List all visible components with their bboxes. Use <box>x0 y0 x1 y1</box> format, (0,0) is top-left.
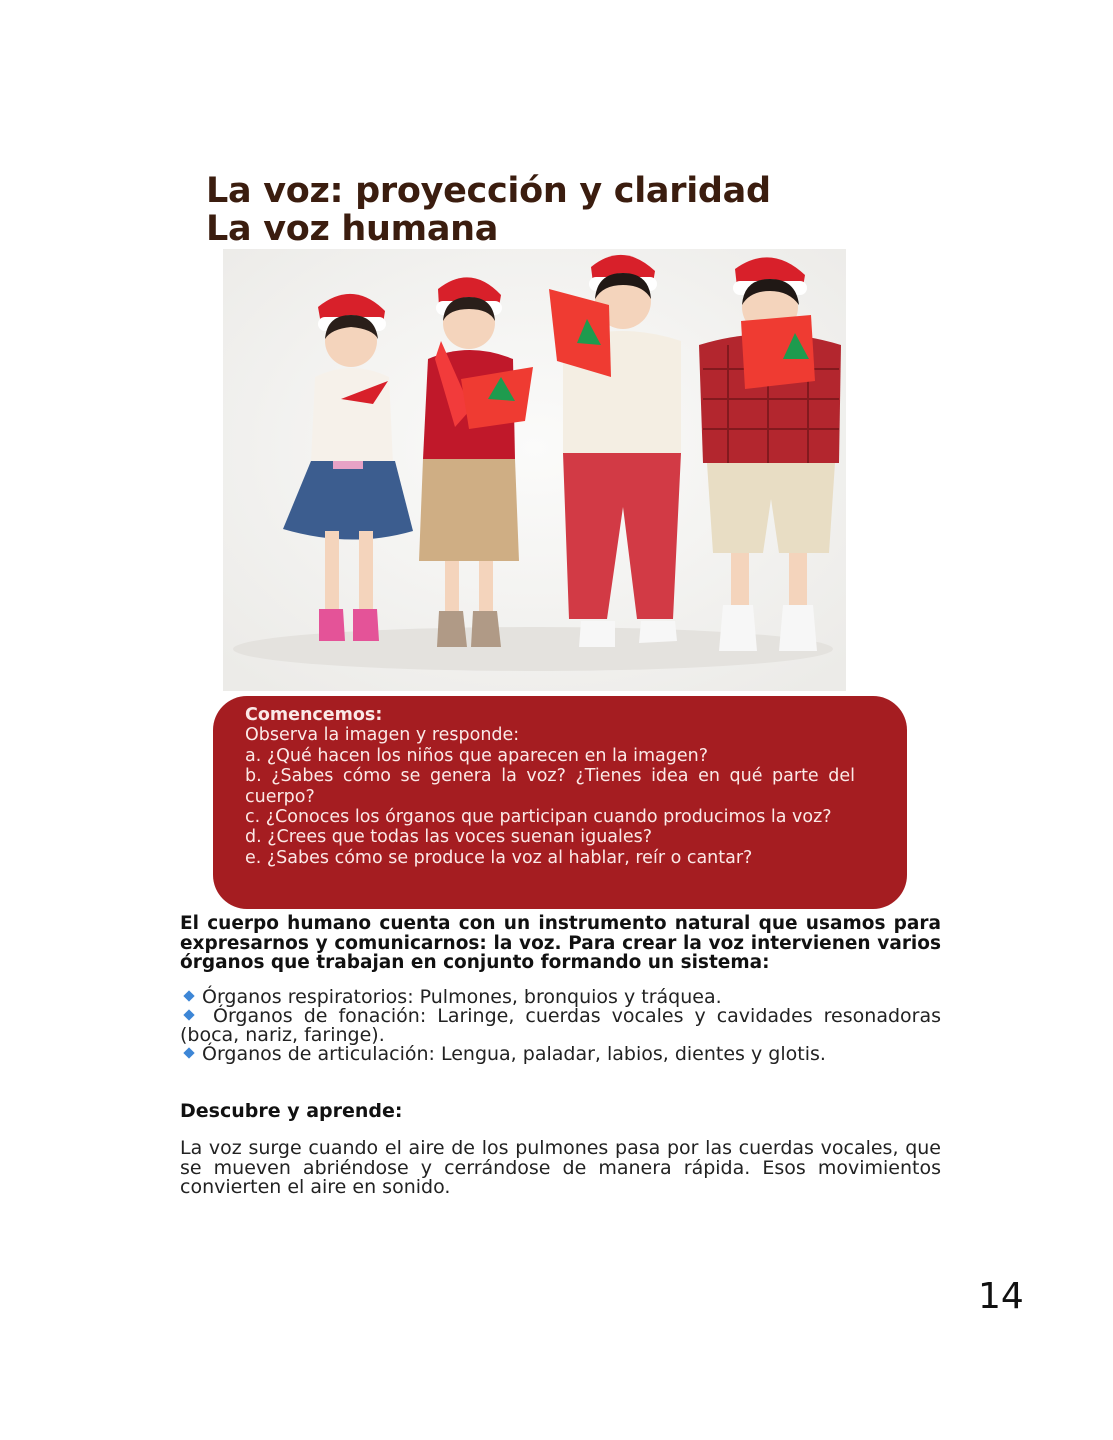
title-line-2: La voz humana <box>206 209 499 249</box>
question-a: a. ¿Qué hacen los niños que aparecen en la imagen? <box>245 745 709 766</box>
organ-articulation: Órganos de articulación: Lengua, paladar, labios, dientes y glotis. <box>202 1043 826 1065</box>
question-b: b. ¿Sabes cómo se genera la voz? ¿Tienes idea en qué parte del cuerpo? <box>245 766 855 807</box>
page-title <box>206 172 771 248</box>
title-line-1: La voz: proyección y claridad <box>206 171 771 211</box>
blue-diamond-icon <box>183 1009 194 1020</box>
organs-list <box>180 988 941 1064</box>
organ-respiratory: Órganos respiratorios: Pulmones, bronquios y tráquea. <box>202 986 722 1008</box>
question-d: d. ¿Crees que todas las voces suenan iguales? <box>245 827 653 848</box>
callout-intro: Observa la imagen y responde: <box>245 725 520 746</box>
children-singing-photo <box>223 249 846 691</box>
blue-diamond-icon <box>183 990 194 1001</box>
comencemos-callout <box>213 696 907 909</box>
organ-phonation: Órganos de fonación: Laringe, cuerdas vocales y cavidades resonadoras (boca, nariz, faringe). <box>180 1005 941 1046</box>
page-number: 14 <box>978 1276 1024 1317</box>
list-item <box>180 1007 941 1045</box>
discover-body: La voz surge cuando el aire de los pulmones pasa por las cuerdas vocales, que se mueven abriéndose y cerrándose de manera rápida. Esos movimientos convierten el aire en sonido. <box>180 1137 941 1198</box>
blue-diamond-icon <box>183 1047 194 1058</box>
callout-heading: Comencemos: <box>245 705 383 725</box>
question-c: c. ¿Conoces los órganos que participan cuando producimos la voz? <box>245 807 832 828</box>
children-singing-illustration <box>223 249 846 691</box>
discover-heading: Descubre y aprende: <box>180 1100 403 1122</box>
intro-paragraph: El cuerpo humano cuenta con un instrumento natural que usamos para expresarnos y comunicarnos: la voz. Para crear la voz intervienen varios órganos que trabajan en conjunto formando un sistema: <box>180 913 941 973</box>
list-item <box>180 1045 941 1064</box>
question-e: e. ¿Sabes cómo se produce la voz al hablar, reír o cantar? <box>245 847 753 868</box>
